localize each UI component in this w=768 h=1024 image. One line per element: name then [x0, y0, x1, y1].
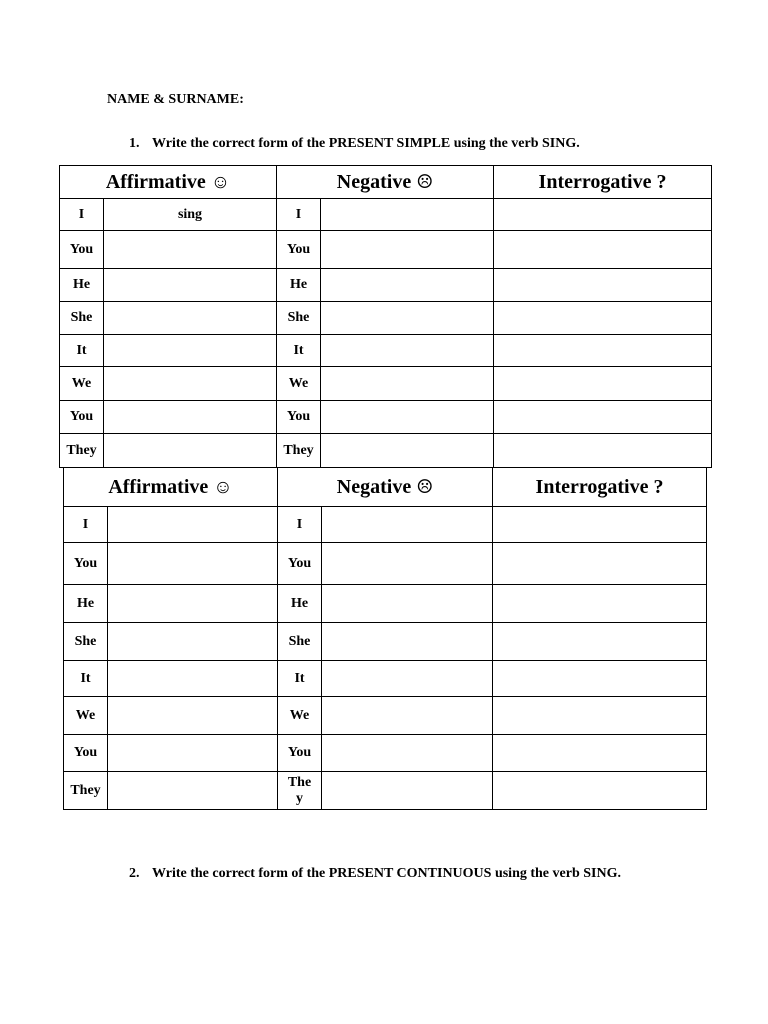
- negative-header: [278, 468, 493, 507]
- negative-answer-cell[interactable]: [321, 231, 494, 269]
- name-surname-label: NAME & SURNAME:: [107, 92, 244, 107]
- table-row: [60, 302, 712, 335]
- pronoun-cell: He: [60, 269, 104, 302]
- interrogative-answer-cell[interactable]: [494, 367, 712, 401]
- negative-answer-cell[interactable]: [321, 335, 494, 367]
- interrogative-answer-cell[interactable]: [493, 697, 707, 735]
- table-row: [64, 585, 707, 623]
- interrogative-answer-cell[interactable]: [494, 401, 712, 434]
- table-row: [64, 543, 707, 585]
- negative-pronoun-cell: It: [278, 661, 322, 697]
- pronoun-cell: You: [60, 231, 104, 269]
- table-header-row: [64, 468, 707, 507]
- negative-pronoun-cell: It: [277, 335, 321, 367]
- table-row: [64, 623, 707, 661]
- interrogative-answer-cell[interactable]: [494, 231, 712, 269]
- table-row: [60, 401, 712, 434]
- negative-pronoun-cell: [278, 772, 322, 810]
- affirmative-answer-cell[interactable]: [104, 302, 277, 335]
- sad-face-icon: ☹: [416, 171, 434, 193]
- negative-pronoun-cell: You: [277, 231, 321, 269]
- pronoun-cell: I: [64, 507, 108, 543]
- sad-face-icon: ☹: [416, 476, 434, 498]
- exercise-1-instruction: [129, 136, 580, 152]
- interrogative-answer-cell[interactable]: [494, 269, 712, 302]
- negative-pronoun-cell: I: [277, 199, 321, 231]
- exercise-2-text: Write the correct form of the PRESENT CONTINUOUS using the verb SING.: [152, 866, 621, 881]
- affirmative-header: [60, 166, 277, 199]
- negative-answer-cell[interactable]: [321, 199, 494, 231]
- table-row: [60, 269, 712, 302]
- negative-header-label: Negative: [336, 475, 412, 498]
- interrogative-answer-cell[interactable]: [493, 772, 707, 810]
- negative-pronoun-cell: He: [278, 585, 322, 623]
- pronoun-cell: They: [64, 772, 108, 810]
- negative-answer-cell[interactable]: [321, 434, 494, 468]
- table-row: [64, 735, 707, 772]
- affirmative-answer-cell[interactable]: [104, 401, 277, 434]
- interrogative-header: Interrogative ?: [493, 468, 707, 507]
- interrogative-answer-cell[interactable]: [493, 585, 707, 623]
- negative-answer-cell[interactable]: [322, 507, 493, 543]
- negative-answer-cell[interactable]: [322, 585, 493, 623]
- interrogative-answer-cell[interactable]: [494, 302, 712, 335]
- smiley-face-icon: ☺: [210, 171, 231, 193]
- present-simple-table-2: [63, 467, 707, 810]
- pronoun-cell: You: [64, 735, 108, 772]
- negative-pronoun-cell: She: [278, 623, 322, 661]
- negative-pronoun-cell: They: [277, 434, 321, 468]
- negative-header: [277, 166, 494, 199]
- negative-answer-cell[interactable]: [322, 661, 493, 697]
- interrogative-answer-cell[interactable]: [494, 434, 712, 468]
- negative-pronoun-label: They: [287, 774, 312, 806]
- negative-answer-cell[interactable]: [322, 623, 493, 661]
- interrogative-answer-cell[interactable]: [493, 507, 707, 543]
- negative-answer-cell[interactable]: [322, 543, 493, 585]
- negative-pronoun-cell: We: [278, 697, 322, 735]
- affirmative-answer-cell[interactable]: [108, 661, 278, 697]
- table-row: [60, 199, 712, 231]
- affirmative-answer-cell[interactable]: [108, 543, 278, 585]
- pronoun-cell: We: [64, 697, 108, 735]
- interrogative-answer-cell[interactable]: [493, 623, 707, 661]
- exercise-1-text: Write the correct form of the PRESENT SIMPLE using the verb SING.: [152, 136, 580, 151]
- pronoun-cell: It: [64, 661, 108, 697]
- interrogative-answer-cell[interactable]: [494, 335, 712, 367]
- negative-answer-cell[interactable]: [322, 697, 493, 735]
- table-header-row: [60, 166, 712, 199]
- interrogative-answer-cell[interactable]: [493, 661, 707, 697]
- affirmative-answer-cell[interactable]: sing: [104, 199, 277, 231]
- interrogative-answer-cell[interactable]: [494, 199, 712, 231]
- pronoun-cell: She: [64, 623, 108, 661]
- table-row: [64, 697, 707, 735]
- affirmative-answer-cell[interactable]: [104, 335, 277, 367]
- pronoun-cell: I: [60, 199, 104, 231]
- interrogative-header: Interrogative ?: [494, 166, 712, 199]
- negative-pronoun-cell: We: [277, 367, 321, 401]
- affirmative-answer-cell[interactable]: [108, 735, 278, 772]
- exercise-2-instruction: [129, 866, 621, 882]
- table-row: [60, 231, 712, 269]
- interrogative-answer-cell[interactable]: [493, 735, 707, 772]
- negative-pronoun-cell: You: [278, 543, 322, 585]
- pronoun-cell: He: [64, 585, 108, 623]
- affirmative-answer-cell[interactable]: [104, 269, 277, 302]
- negative-answer-cell[interactable]: [321, 269, 494, 302]
- table-row: [60, 367, 712, 401]
- negative-pronoun-cell: You: [277, 401, 321, 434]
- table-row: [64, 507, 707, 543]
- table-row: [60, 434, 712, 468]
- affirmative-answer-cell[interactable]: [104, 367, 277, 401]
- smiley-face-icon: ☺: [213, 476, 233, 498]
- affirmative-header-label: Affirmative: [105, 170, 206, 193]
- negative-answer-cell[interactable]: [322, 772, 493, 810]
- affirmative-answer-cell[interactable]: [108, 507, 278, 543]
- negative-pronoun-cell: You: [278, 735, 322, 772]
- interrogative-answer-cell[interactable]: [493, 543, 707, 585]
- negative-answer-cell[interactable]: [321, 367, 494, 401]
- exercise-2-number: 2.: [129, 866, 140, 881]
- affirmative-header-label: Affirmative: [108, 475, 209, 498]
- pronoun-cell: They: [60, 434, 104, 468]
- negative-header-label: Negative: [336, 170, 412, 193]
- present-simple-table-1: [59, 165, 712, 468]
- table-row: [64, 772, 707, 810]
- negative-answer-cell[interactable]: [321, 401, 494, 434]
- affirmative-answer-cell[interactable]: [108, 697, 278, 735]
- negative-answer-cell[interactable]: [322, 735, 493, 772]
- pronoun-cell: You: [64, 543, 108, 585]
- pronoun-cell: You: [60, 401, 104, 434]
- affirmative-answer-cell[interactable]: [108, 623, 278, 661]
- affirmative-answer-cell[interactable]: [108, 772, 278, 810]
- negative-answer-cell[interactable]: [321, 302, 494, 335]
- pronoun-cell: We: [60, 367, 104, 401]
- negative-pronoun-cell: She: [277, 302, 321, 335]
- pronoun-cell: It: [60, 335, 104, 367]
- pronoun-cell: She: [60, 302, 104, 335]
- affirmative-answer-cell[interactable]: [104, 434, 277, 468]
- table-row: [64, 661, 707, 697]
- exercise-1-number: 1.: [129, 136, 140, 151]
- table-row: [60, 335, 712, 367]
- negative-pronoun-cell: I: [278, 507, 322, 543]
- affirmative-answer-cell[interactable]: [108, 585, 278, 623]
- negative-pronoun-cell: He: [277, 269, 321, 302]
- affirmative-answer-cell[interactable]: [104, 231, 277, 269]
- affirmative-header: [64, 468, 278, 507]
